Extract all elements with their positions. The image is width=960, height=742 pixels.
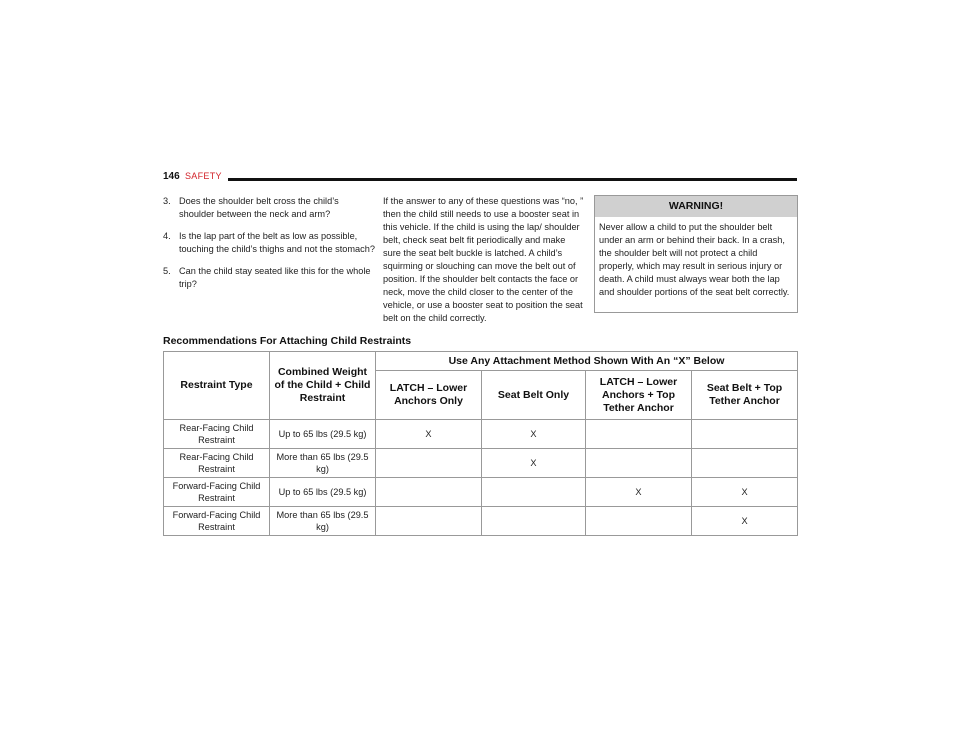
checklist [163,195,375,291]
mark-cell [376,449,482,478]
mark-cell: X [586,478,692,507]
header-attachment-method: Use Any Attachment Method Shown With An “X” Below [376,352,798,371]
restraint-type-cell: Rear-Facing Child Restraint [164,420,270,449]
mark-cell: X [692,478,798,507]
page-header [163,171,797,185]
list-item-number: 3. [163,196,171,206]
section-title: SAFETY [185,171,222,181]
mark-cell [482,507,586,536]
header-restraint-type: Restraint Type [164,352,270,420]
mark-cell: X [692,507,798,536]
list-item-text: Does the shoulder belt cross the child’s shoulder between the neck and arm? [179,196,339,219]
header-latch-top-tether: LATCH – Lower Anchors + Top Tether Anchor [586,371,692,420]
list-item-text: Can the child stay seated like this for the whole trip? [179,266,371,289]
mark-cell [692,449,798,478]
list-item-text: Is the lap part of the belt as low as possible, touching the child’s thighs and not the stomach? [179,231,375,254]
checklist-column [163,195,375,300]
list-item [163,265,375,291]
weight-cell: More than 65 lbs (29.5 kg) [270,449,376,478]
page-number: 146 [163,171,180,182]
restraint-type-cell: Forward-Facing Child Restraint [164,478,270,507]
mark-cell: X [482,449,586,478]
list-item-number: 4. [163,231,171,241]
table-row [164,507,798,536]
table-row [164,478,798,507]
table-row [164,420,798,449]
header-seat-belt-top-tether: Seat Belt + Top Tether Anchor [692,371,798,420]
warning-box [594,195,798,313]
table-row [164,449,798,478]
mark-cell [376,507,482,536]
mark-cell [692,420,798,449]
warning-title: WARNING! [595,196,797,217]
header-latch-lower: LATCH – Lower Anchors Only [376,371,482,420]
mark-cell: X [376,420,482,449]
weight-cell: More than 65 lbs (29.5 kg) [270,507,376,536]
mark-cell: X [482,420,586,449]
list-item [163,195,375,221]
weight-cell: Up to 65 lbs (29.5 kg) [270,420,376,449]
restraints-table [163,351,798,536]
header-combined-weight: Combined Weight of the Child + Child Restraint [270,352,376,420]
table-heading: Recommendations For Attaching Child Restraints [163,335,412,347]
mark-cell [376,478,482,507]
list-item-number: 5. [163,266,171,276]
header-seat-belt: Seat Belt Only [482,371,586,420]
restraint-type-cell: Forward-Facing Child Restraint [164,507,270,536]
mark-cell [586,507,692,536]
mark-cell [586,449,692,478]
weight-cell: Up to 65 lbs (29.5 kg) [270,478,376,507]
mark-cell [586,420,692,449]
restraint-type-cell: Rear-Facing Child Restraint [164,449,270,478]
booster-paragraph: If the answer to any of these questions was “no, ” then the child still needs to use a booster seat in this vehicle. If the child is using the lap/ shoulder belt, check seat belt fit periodically and make sure the seat belt buckle is latched. A child’s squirming or slouching can move the belt out of position. If the shoulder belt contacts the face or neck, move the child closer to the center of the vehicle, or use a booster seat to position the seat belt on the child correctly. [383,196,584,323]
list-item [163,230,375,256]
mark-cell [482,478,586,507]
header-rule [228,178,797,181]
warning-text: Never allow a child to put the shoulder belt under an arm or behind their back. In a crash, the shoulder belt will not protect a child properly, which may result in serious injury or death. A child must always wear both the lap and shoulder portions of the seat belt correctly. [599,222,790,297]
